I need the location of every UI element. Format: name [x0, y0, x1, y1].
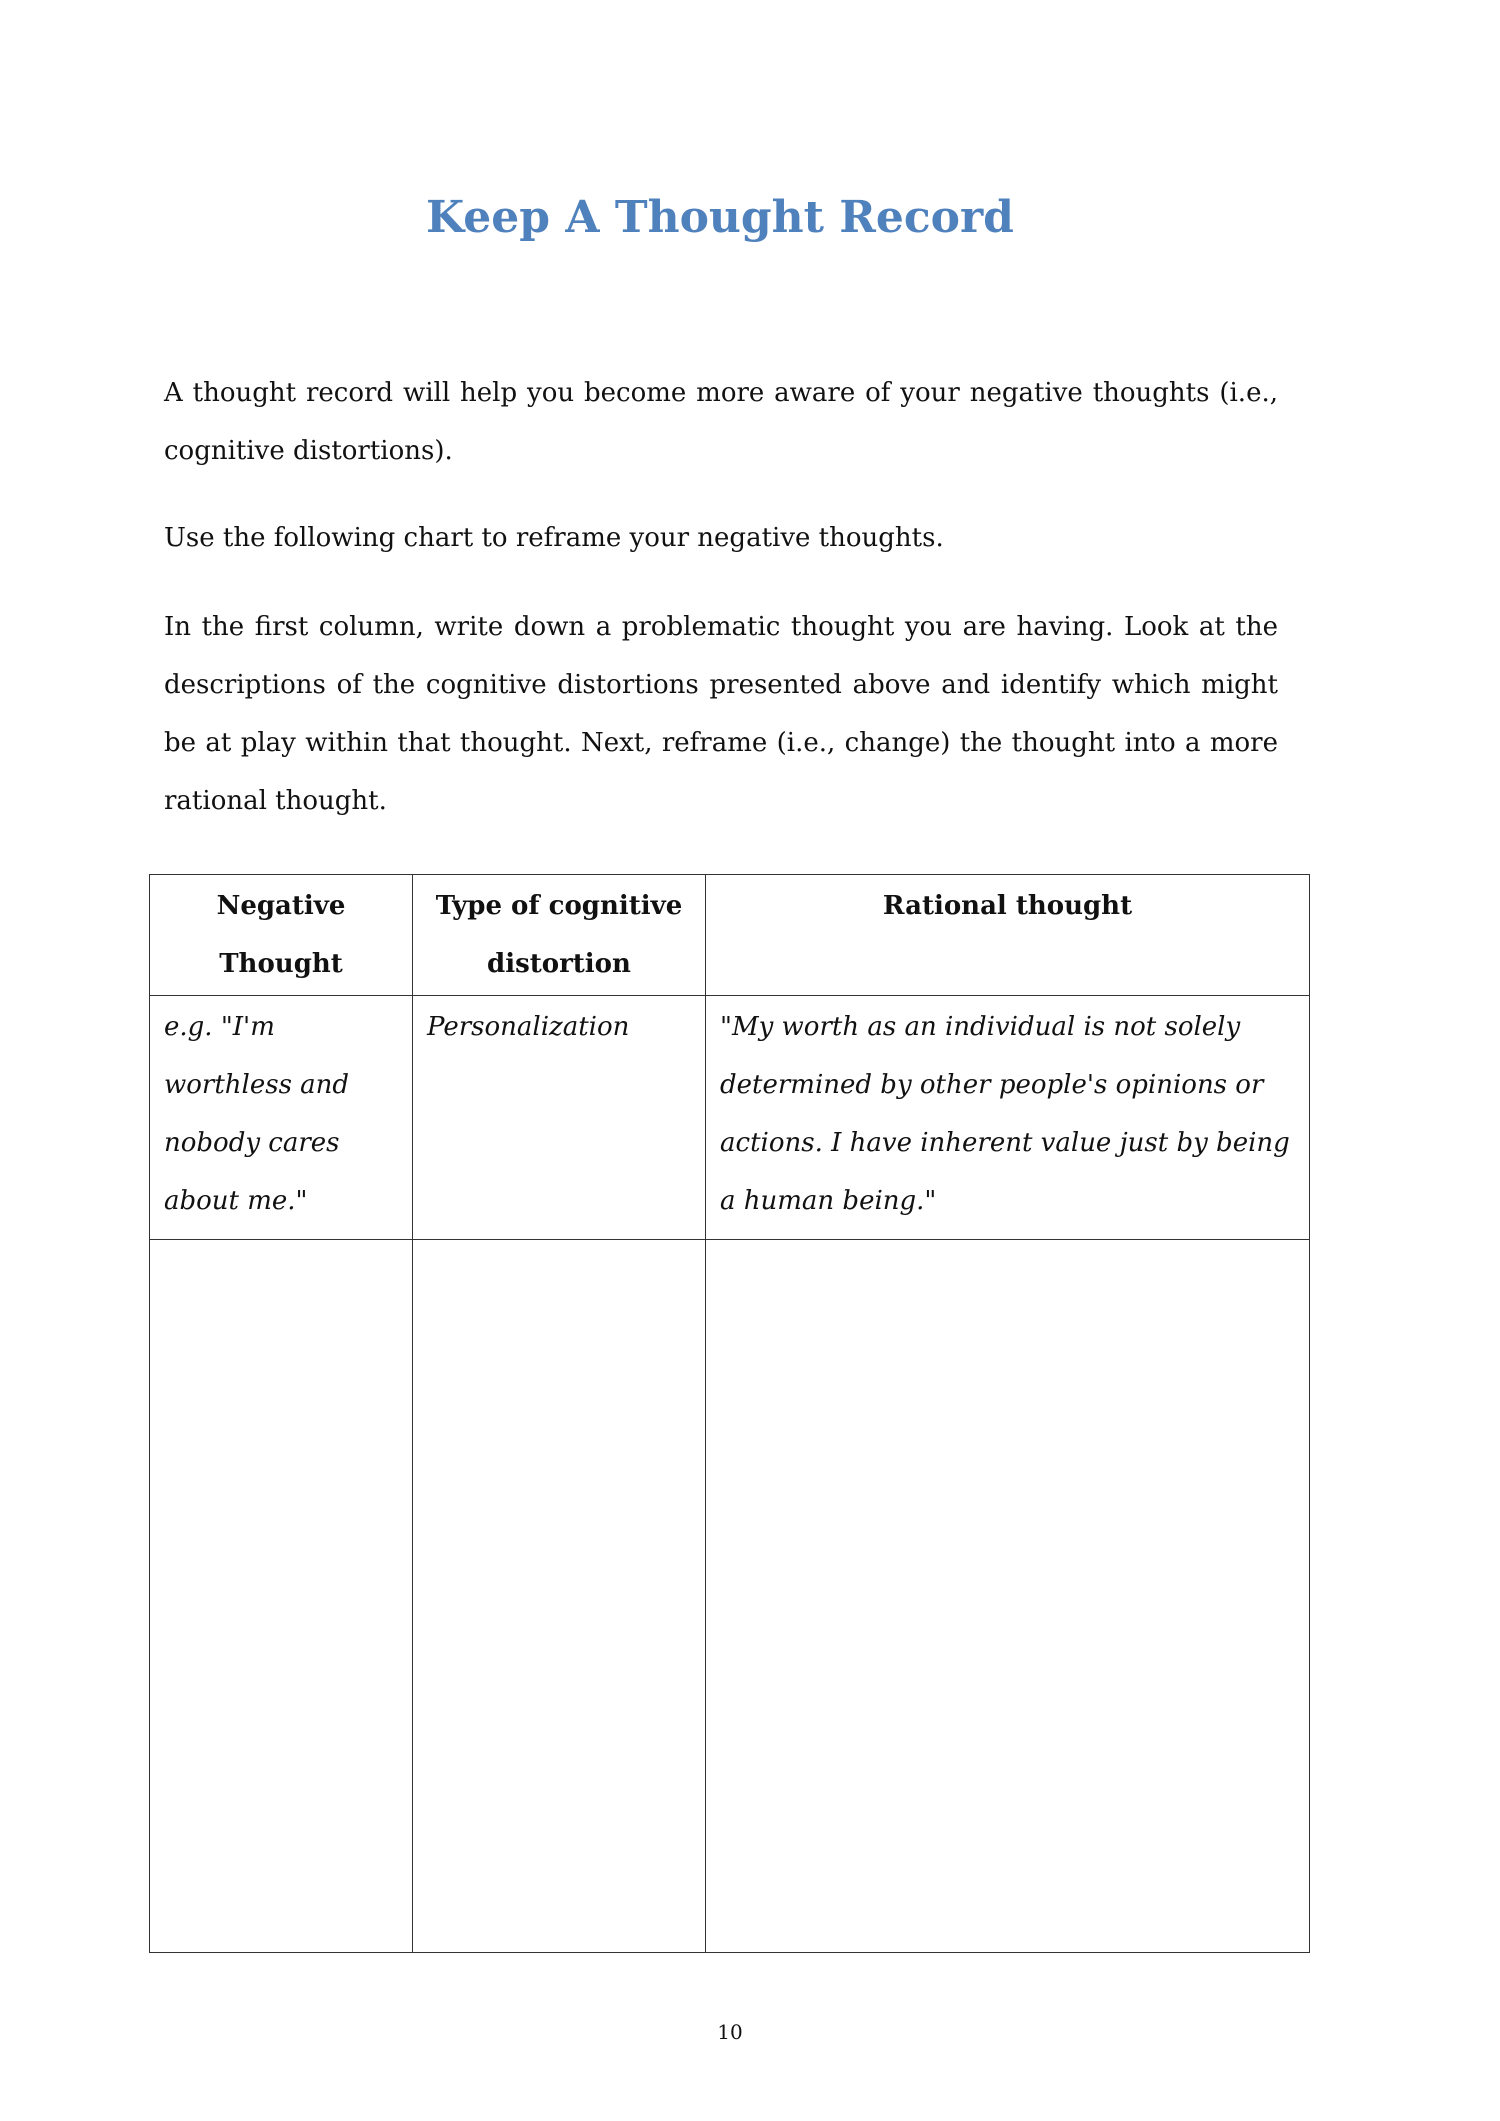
example-negative-thought: e.g. "I'm worthless and nobody cares about me." — [150, 996, 413, 1240]
blank-distortion-type-cell[interactable] — [413, 1240, 706, 1953]
table-row — [150, 996, 1310, 1240]
instruction-paragraph: Use the following chart to reframe your negative thoughts. — [164, 523, 944, 553]
example-rational-thought: "My worth as an individual is not solely determined by other people's opinions or actions. I have inherent value just by being a human being." — [706, 996, 1310, 1240]
blank-rational-thought-cell[interactable] — [706, 1240, 1310, 1953]
thought-record-table — [149, 874, 1310, 1953]
header-negative-thought: Negative Thought — [150, 875, 413, 996]
page-number: 10 — [717, 2020, 743, 2044]
blank-negative-thought-cell[interactable] — [150, 1240, 413, 1953]
page-title: Keep A Thought Record — [426, 192, 1014, 243]
example-distortion-type: Personalization — [413, 996, 706, 1240]
header-distortion-type: Type of cognitive distortion — [413, 875, 706, 996]
header-rational-thought: Rational thought — [706, 875, 1310, 996]
intro-paragraph: A thought record will help you become more aware of your negative thoughts (i.e., cognitive distortions). — [164, 378, 1278, 466]
steps-paragraph: In the first column, write down a problematic thought you are having. Look at the descriptions of the cognitive distortions presented above and identify which might be at play within that thought. Next, reframe (i.e., change) the thought into a more rational thought. — [164, 612, 1278, 816]
table-header-row — [150, 875, 1310, 996]
table-row — [150, 1240, 1310, 1953]
